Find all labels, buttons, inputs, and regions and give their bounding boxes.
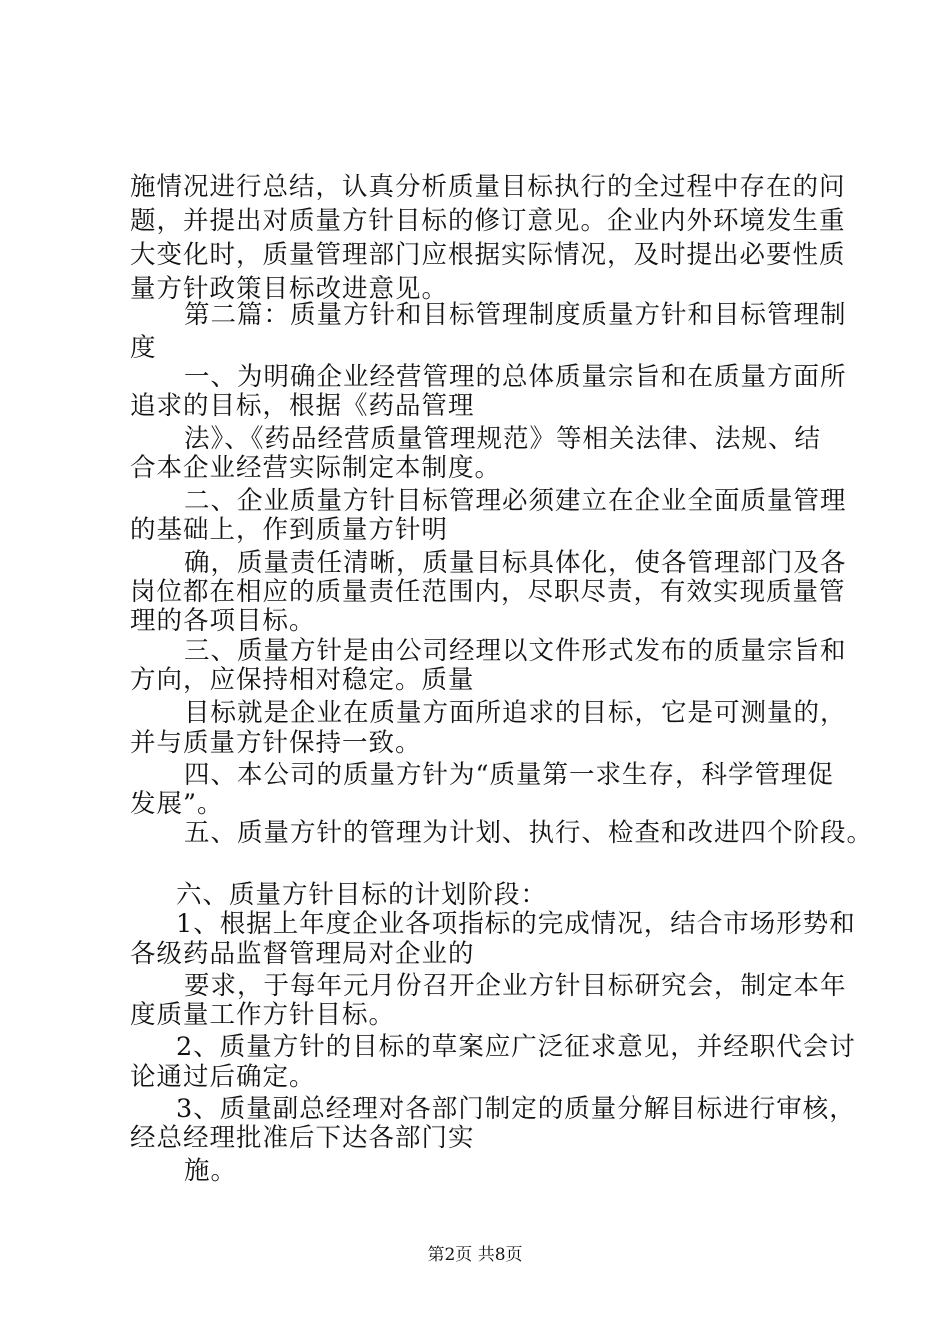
text-line: 三、质量方针是由公司经理以文件形式发布的质量宗旨和 bbox=[184, 636, 847, 666]
text-line: 施情况进行总结，认真分析质量目标执行的全过程中存在的问 bbox=[130, 172, 846, 202]
text-line: 四、本公司的质量方针为“质量第一求生存，科学管理促 bbox=[184, 760, 835, 790]
text-line: 各级药品监督管理局对企业的 bbox=[130, 939, 475, 969]
text-line: 六、质量方针目标的计划阶段： bbox=[176, 880, 548, 910]
text-line: 1、根据上年度企业各项指标的完成情况，结合市场形势和 bbox=[176, 909, 856, 939]
text-line: 二、企业质量方针目标管理必须建立在企业全面质量管理 bbox=[184, 486, 847, 516]
text-line: 方向，应保持相对稳定。质量 bbox=[130, 665, 475, 695]
text-line: 合本企业经营实际制定本制度。 bbox=[130, 453, 502, 483]
text-line: 的基础上，作到质量方针明 bbox=[130, 515, 449, 545]
text-line: 岗位都在相应的质量责任范围内，尽职尽责，有效实现质量管 bbox=[130, 577, 846, 607]
text-line: 发展”。 bbox=[130, 789, 224, 819]
text-line: 题，并提出对质量方针目标的修订意见。企业内外环境发生重 bbox=[130, 206, 846, 236]
text-line: 五、质量方针的管理为计划、执行、检查和改进四个阶段。 bbox=[184, 818, 874, 848]
text-line: 一、为明确企业经营管理的总体质量宗旨和在质量方面所 bbox=[184, 362, 847, 392]
section-heading-continuation: 度 bbox=[130, 333, 157, 363]
text-line: 经总经理批准后下达各部门实 bbox=[130, 1123, 475, 1153]
text-line: 量方针政策目标改进意见。 bbox=[130, 274, 449, 304]
text-line: 施。 bbox=[184, 1156, 238, 1186]
text-line: 理的各项目标。 bbox=[130, 606, 316, 636]
text-line: 追求的目标，根据《药品管理 bbox=[130, 391, 475, 421]
text-line: 确，质量责任清晰，质量目标具体化，使各管理部门及各 bbox=[184, 548, 847, 578]
page-number-footer: 第2页 共8页 bbox=[427, 1245, 523, 1265]
text-line: 法》、《药品经营质量管理规范》等相关法律、法规、结 bbox=[184, 424, 822, 454]
text-line: 大变化时，质量管理部门应根据实际情况，及时提出必要性质 bbox=[130, 240, 846, 270]
text-line: 要求，于每年元月份召开企业方针目标研究会，制定本年 bbox=[184, 971, 847, 1001]
text-line: 2、质量方针的目标的草案应广泛征求意见，并经职代会讨 bbox=[176, 1032, 856, 1062]
section-heading: 第二篇：质量方针和目标管理制度质量方针和目标管理制 bbox=[184, 300, 847, 330]
text-line: 目标就是企业在质量方面所追求的目标，它是可测量的， bbox=[184, 698, 847, 728]
text-line: 论通过后确定。 bbox=[130, 1062, 316, 1092]
text-line: 并与质量方针保持一致。 bbox=[130, 728, 422, 758]
text-line: 度质量工作方针目标。 bbox=[130, 1000, 396, 1030]
text-line: 3、质量副总经理对各部门制定的质量分解目标进行审核， bbox=[176, 1094, 856, 1124]
